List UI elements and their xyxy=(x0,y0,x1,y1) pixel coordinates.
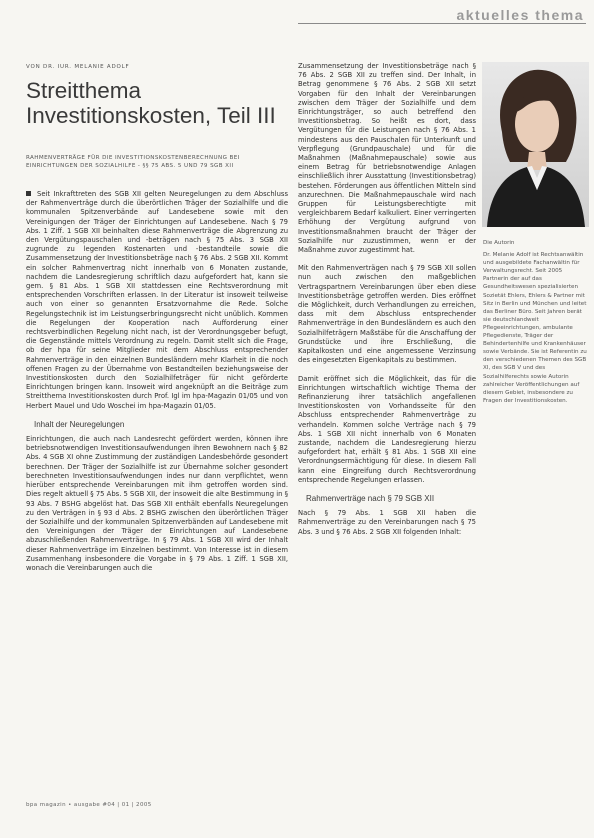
author-box-title: Die Autorin xyxy=(483,240,515,246)
header-rule xyxy=(298,23,586,24)
paragraph: Seit Inkrafttreten des SGB XII gelten Neuregelungen zu dem Abschluss der Rahmenverträge durch die überörtlichen Träger der Sozialhilfe und die kommunalen Spitzenverbände auf Landesebene sowie mit den Vereinigungen der Träger der Einrichtungen auf Landesebene. Nach § 79 Abs. 1 Ziff. 1 SGB XII beinhalten diese Rahmenverträge die Abgrenzung zu den Vergütungspauschalen und -beträgen nach § 75 Abs. 3 SGB XII zugrunde zu legenden Kostenarten und -bestandteile sowie die Zusammensetzung der Investitionsbeträge nach § 76 Abs. 2 SGB XII. Kommt ein solcher Rahmenvertrag nicht innerhalb von 6 Monaten zustande, nachdem die Landesregierung schriftlich dazu aufgefordert hat, kann sie gem. § 81 Abs. 1 SGB XII stattdessen eine Rechtsverordnung mit entsprechenden Vorschriften erlassen. In der Literatur ist insoweit teilweise auch von einer so genannten Ersatzvornahme die Rede. Solche Regelungstechnik ist im Leistungserbringungsrecht nicht unüblich. Kommen die Regelungen der Kooperation nach Aufforderung einer rechtsverbindlichen Regelung nicht nach, ist der Verordnungsgeber befugt, die Gegenstände mittels Verordnung zu regeln. Damit stellt sich die Frage, ob der hpa für seine Mitglieder mit dem Abschluss entsprechender Rahmenverträge in den einzelnen Bundesländern mehr Klarheit in die noch offenen Fragen zu der Übernahme von Bestandteilen beziehungsweise der Investitionskosten durch den Sozialhilfeträger für nicht geförderte Einrichtungen bringen kann. Insoweit wird angeknüpft an die Beiträge zum Streitthema Investitionskosten durch Prof. Igl im hpa-Magazin 01/05 und von Herbert Mauel und Udo Woschei im hpa-Magazin 01/05. xyxy=(26,190,288,410)
article-column-2 xyxy=(298,62,476,546)
author-byline: VON DR. IUR. MELANIE ADOLF xyxy=(26,64,130,70)
author-bio: Dr. Melanie Adolf ist Rechtsanwältin und ausgebildete Fachanwältin für Verwaltungsrecht. Seit 2005 Partnerin der auf das Gesundheitswesen spezialisierten Sozietät Ehlers, Ehlers & Partner mit Sitz in Berlin und München und leitet das Berliner Büro. Seit Jahren berät sie deutschlandweit Pflegeeinrichtungen, ambulante Pflegedienste, Träger der Behindertenhilfe und Krankenhäuser sowie Verbände. Sie ist Referentin zu den verschiedenen Themen des SGB XI, des SGB V und des Sozialhilferechts sowie Autorin zahlreicher Veröffentlichungen auf diesem Gebiet, insbesondere zu Fragen der Investitionskosten. xyxy=(483,252,587,404)
paragraph: Einrichtungen, die auch nach Landesrecht gefördert werden, können ihre betriebsnotwendigen Investitionsaufwendungen ihren Bewohnern nach § 82 Abs. 4 SGB XI ohne Zustimmung der zuständigen Landesbehörde gesondert berechnen. Der Träger der Sozialhilfe ist zur Übernahme solcher gesondert berechneten Investitionsaufwendungen indes nur dann verpflichtet, wenn hierüber entsprechende Vereinbarungen mit ihm getroffen worden sind. Dies regelt aktuell § 75 Abs. 5 SGB XII, der insoweit die alte Bestimmung in § 93 Abs. 7 BSHG abgelöst hat. Das SGB XII enthält ebenfalls Neuregelungen zu den Verträgen in § 93 d Abs. 2 BSHG zwischen den überörtlichen Träger der Sozialhilfe und der kommunalen Spitzenverbänden auf Landesebene mit den Vereinigungen der Träger der Einrichtungen auf Landesebene abzuschließenden Rahmenverträge. In § 79 Abs. 1 SGB XII wird der Inhalt dieser Rahmenverträge im Einzelnen bestimmt. Von Interesse ist in diesem Zusammenhang insbesondere die Vorgabe in § 79 Abs. 1 Ziff. 1 SGB XII, wonach die Vereinbarungen auch die xyxy=(26,435,288,572)
author-box xyxy=(483,239,587,405)
section-heading: Inhalt der Neuregelungen xyxy=(34,419,125,429)
paragraph: Zusammensetzung der Investitionsbeträge nach § 76 Abs. 2 SGB XII zu treffen sind. Der Inhalt, in Betrag genommene § 76 Abs. 2 SGB XII setzt Vorgaben für den Inhalt der Vereinbarungen zwischen dem Träger der Sozialhilfe und dem Einrichtungsträger, so auch betreffend den Investitionsbetrag. So heißt es dort, dass Vergütungen für die Leistungen nach § 76 Abs. 1 mindestens aus den Pauschalen für Unterkunft und Verpflegung (Grundpauschale) und für die Maßnahmen (Maßnahmepauschale) sowie aus einem Betrag für betriebsnotwendige Anlagen einschließlich ihrer Ausstattung (Investitionsbetrag) bestehen. Förderungen aus öffentlichen Mitteln sind anzurechnen. Die Maßnahmepauschale wird nach Gruppen für Leistungsberechtigte mit vergleichbarem Bedarf kalkuliert. Einer verringerten Erhöhung der Vergütung aufgrund von Investitionsmaßnahmen braucht der Träger der Sozialhilfe nur zuzustimmen, wenn er der Maßnahme zuvor zugestimmt hat. xyxy=(298,62,476,255)
section-rubric: aktuelles thema xyxy=(450,7,584,23)
section-heading: Rahmenverträge nach § 79 SGB XII xyxy=(306,493,435,503)
article-column-1 xyxy=(26,190,288,582)
paragraph: Mit den Rahmenverträgen nach § 79 SGB XII sollen nun auch zwischen den maßgeblichen Vertragspartnern Vereinbarungen über eben diese Investitionsbeträge getroffen werden. Dies eröffnet die Möglichkeit, durch Verhandlungen zu erreichen, dass mit dem Abschluss entsprechender Rahmenverträge in den Bundesländern es auch den Sozialhilfeträgern Maßstäbe für die Anschaffung der Grundstücke und ihre Erschließung, die Kapitalkosten und eine angemessene Verzinsung des eingesetzten Eigenkapitals zu bestimmen. xyxy=(298,264,476,365)
article-title: Streitthema Investitionskosten, Teil III xyxy=(26,78,276,128)
paragraph: Nach § 79 Abs. 1 SGB XII haben die Rahmenverträge zu den Vereinbarungen nach § 75 Abs. 3 und § 76 Abs. 2 SGB XII folgenden Inhalt: xyxy=(298,509,476,536)
header-bar xyxy=(0,0,594,30)
paragraph: Damit eröffnet sich die Möglichkeit, das für die Einrichtungen wirtschaftlich wichtige Thema der Refinanzierung ihrer tatsächlich angefallenen Investitionskosten von Vorhandsseite für den Abschluss entsprechender Rahmenverträge zu verhandeln. Kommen solche Verträge nach § 79 Abs. 1 SGB XII nicht innerhalb von 6 Monaten zustande, nachdem die Landesregierung hierzu aufgefordert hat, erhält § 81 Abs. 1 SGB XII eine Verordnungsermächtigung für diese. In diesem Fall kann eine Eingreifung durch Rechtsverordnung entsprechende Regelungen erlassen. xyxy=(298,374,476,484)
portrait-figure xyxy=(482,62,589,227)
bullet-square-icon xyxy=(26,191,31,196)
page-footer: bpa magazin • ausgabe #04 | 01 | 2005 xyxy=(26,802,152,808)
author-photo xyxy=(482,62,589,227)
article-subtitle: RAHMENVERTRÄGE FÜR DIE INVESTITIONSKOSTENBERECHNUNG BEI EINRICHTUNGEN DER SOZIALHILFE - §§ 75 ABS. 5 UND 79 SGB XII xyxy=(26,155,240,169)
